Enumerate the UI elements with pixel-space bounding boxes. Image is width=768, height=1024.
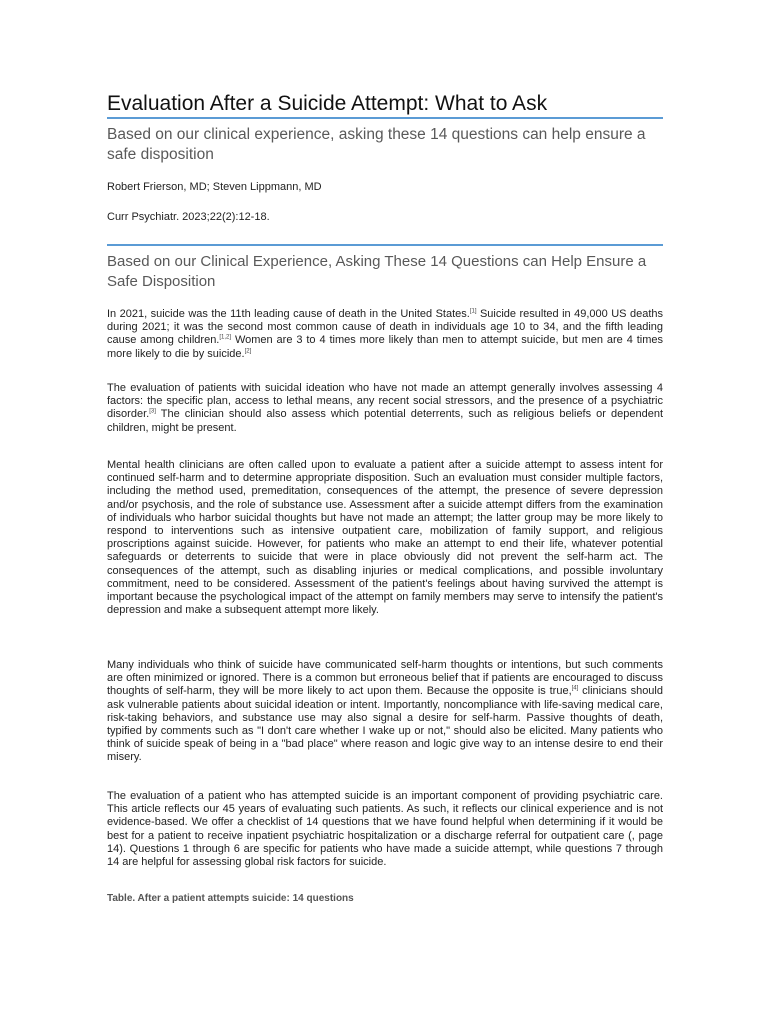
- reference-marker[interactable]: [4]: [571, 685, 579, 692]
- reference-marker[interactable]: [3]: [149, 408, 156, 415]
- paragraph-1: In 2021, suicide was the 11th leading cause of death in the United States.[1] Suicide resulted in 49,000 US deaths during 2021; it was the second most common cause of death in individuals age 10 to 34, and the fifth leading cause among children.[1,2] Women are 3 to 4 times more likely than men to attempt suicide, but men are 4 times more likely to die by suicide.[2]: [107, 308, 663, 360]
- title-divider: [107, 117, 663, 119]
- paragraph-4: Many individuals who think of suicide have communicated self-harm thoughts or intentions, but such comments are often minimized or ignored. There is a common but erroneous belief that if patients are encouraged to discuss thoughts of self-harm, they will be more likely to act upon them. Because the opposite is true,[4] clinicians should ask vulnerable patients about suicidal ideation or intent. Importantly, noncompliance with life-saving medical care, risk-taking behaviors, and substance use may also signal a desire for self-harm. Passive thoughts of death, typified by comments such as "I don't care whether I wake up or not," should also be elicited. Many patients who think of suicide speak of being in a "bad place" where reason and logic give way to an intense desire to end their misery.: [107, 659, 663, 764]
- table-caption: Table. After a patient attempts suicide: 14 questions: [107, 893, 354, 904]
- section-divider: [107, 244, 663, 246]
- section-heading: Based on our Clinical Experience, Asking These 14 Questions can Help Ensure a Safe Disposition: [107, 253, 647, 290]
- paragraph-5: The evaluation of a patient who has attempted suicide is an important component of providing psychiatric care. This article reflects our 45 years of evaluating such patients. As such, it reflects our clinical experience and is not evidence-based. We offer a checklist of 14 questions that we have found helpful when determining if it would be best for a patient to receive inpatient psychiatric hospitalization or a discharge referral for outpatient care (, page 14). Questions 1 through 6 are specific for patients who have made a suicide attempt, while questions 7 through 14 are helpful for assessing global risk factors for suicide.: [107, 790, 663, 869]
- subtitle: Based on our clinical experience, asking these 14 questions can help ensure a safe disposition: [107, 126, 646, 163]
- citation: Curr Psychiatr. 2023;22(2):12-18.: [107, 211, 270, 223]
- paragraph-3: Mental health clinicians are often called upon to evaluate a patient after a suicide attempt to assess intent for continued self-harm and to determine appropriate disposition. Such an evaluation must consider multiple factors, including the method used, premeditation, consequences of the attempt, the presence of severe depression and/or psychosis, and the role of substance use. Assessment after a suicide attempt differs from the examination of individuals who harbor suicidal thoughts but have not made an attempt; the latter group may be more likely to respond to interventions such as intensive outpatient care, mobilization of family support, and religious proscriptions against suicide. However, for patients who make an attempt to end their life, whatever potential safeguards or deterrents to suicide that were in place obviously did not prevent the self-harm act. The consequences of the attempt, such as disabling injuries or medical complications, and possible involuntary commitment, need to be considered. Assessment of the patient's feelings about having survived the attempt is important because the psychological impact of the attempt on family members may serve to intensify the patient's depression and make a subsequent attempt more likely.: [107, 459, 663, 617]
- paragraph-2: The evaluation of patients with suicidal ideation who have not made an attempt generally involves assessing 4 factors: the specific plan, access to lethal means, any recent social stressors, and the presence of a psychiatric disorder.[3] The clinician should also assess which potential deterrents, such as religious beliefs or dependent children, might be present.: [107, 382, 663, 434]
- reference-marker[interactable]: [2]: [244, 347, 252, 354]
- reference-marker[interactable]: [1,2]: [219, 334, 232, 341]
- reference-marker[interactable]: [1]: [469, 308, 477, 315]
- page-title: Evaluation After a Suicide Attempt: What to Ask: [107, 92, 548, 115]
- authors: Robert Frierson, MD; Steven Lippmann, MD: [107, 181, 322, 193]
